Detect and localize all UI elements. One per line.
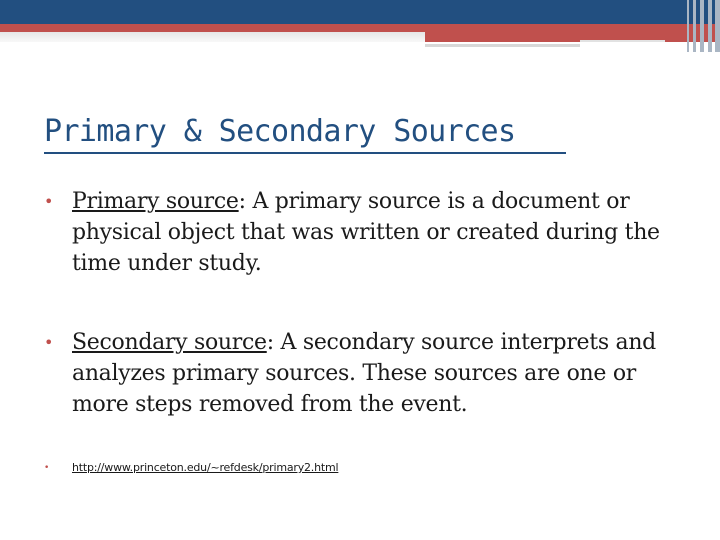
bullet-term: Secondary source [72,330,267,355]
bullet-body [56,327,686,420]
bullet-icon: • [44,333,54,352]
slide-title: Primary & Secondary Sources [44,114,516,149]
bullet-separator: : [238,189,246,214]
header-vertical-bar [687,0,689,52]
header-vertical-bar [700,0,704,52]
bullet-separator: : [266,330,274,355]
bullet-icon: • [44,463,50,473]
header-band-red [0,24,720,32]
title-underline [44,152,566,154]
bullet-body [56,186,686,279]
header-band-blue [0,0,720,24]
header-vertical-bar [693,0,696,52]
header-accent-line [425,44,580,47]
header-vertical-bar [715,0,720,52]
bullet-primary-source [44,186,686,279]
reference-row [44,458,339,478]
bullet-text: A primary source is a document or physical object that was written or created during the time under study. [72,189,660,276]
header-band-red-accent [425,32,720,42]
bullet-secondary-source [44,327,686,420]
header-vertical-bar [708,0,712,52]
bullet-text: A secondary source interprets and analyzes primary sources. These sources are one or more steps removed from the event. [72,330,656,417]
header-accent-line-secondary [580,40,665,42]
bullet-icon: • [44,192,54,211]
reference-link[interactable]: http://www.princeton.edu/~refdesk/primary2.html [72,461,339,474]
bullet-term: Primary source [72,189,239,214]
